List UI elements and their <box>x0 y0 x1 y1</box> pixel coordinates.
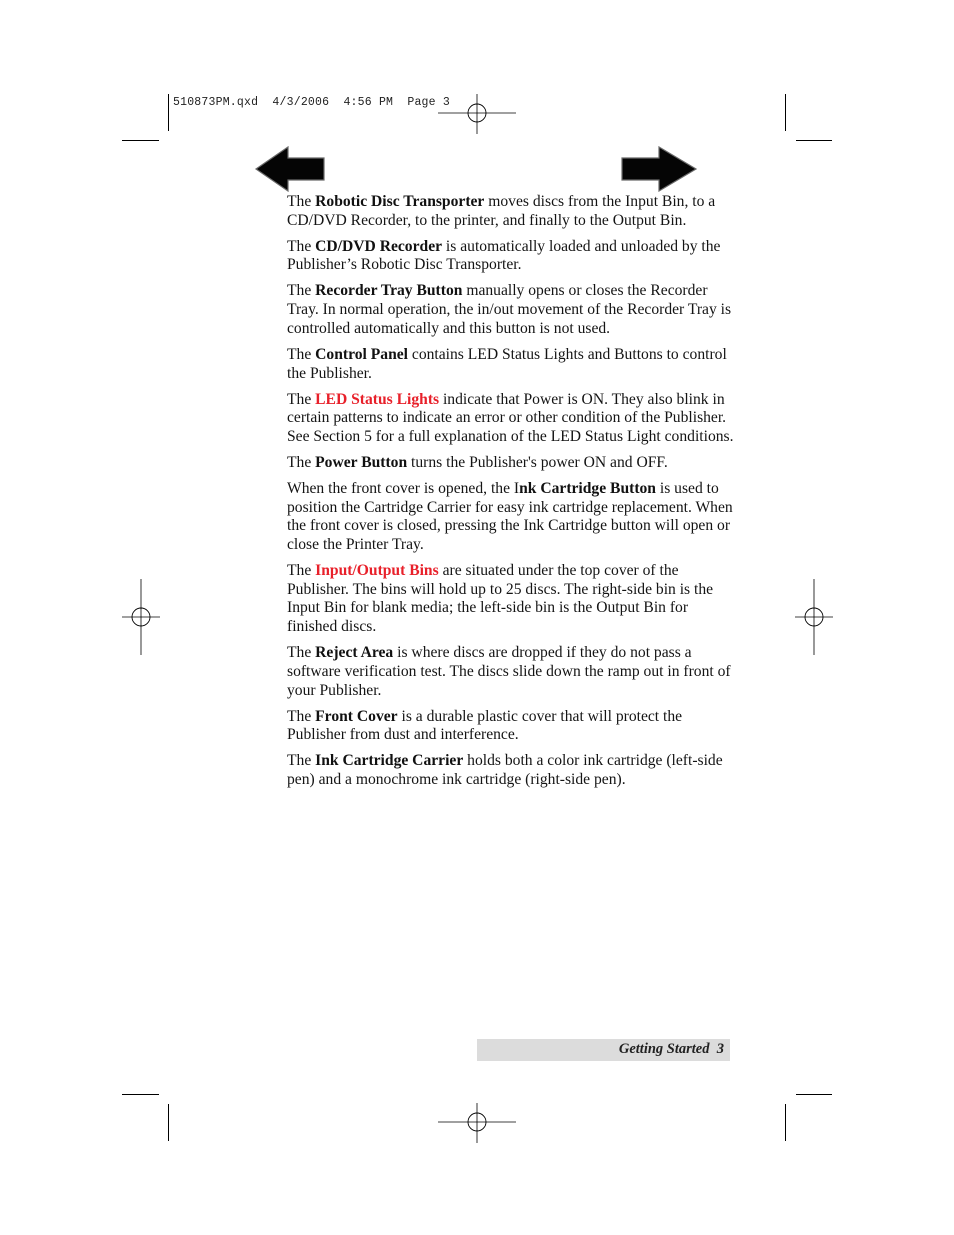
paragraph-text: The <box>287 644 316 662</box>
bold-term: Front Cover <box>315 707 398 725</box>
paragraph-text: is a durable plastic cover that will protect the Publisher from dust and interference. <box>287 707 683 744</box>
footer-page-number: 3 <box>716 1041 724 1057</box>
paragraph-text: manually opens or closes the Recorder Tray. In normal operation, the in/out movement of the Recorder Tray is controlled automatically and this button is not used. <box>287 282 732 337</box>
paragraph <box>287 238 739 275</box>
crop-mark-bottom-right-vertical <box>785 1104 786 1141</box>
print-slug <box>173 96 450 109</box>
body-text <box>287 193 739 797</box>
paragraph <box>287 644 739 700</box>
slug-page: Page 3 <box>407 96 450 109</box>
crop-mark-top-left-horizontal <box>122 140 159 141</box>
paragraph-text: is used to position the Cartridge Carrier for easy ink cartridge replacement. When the front cover is closed, pressing the Ink Cartridge button will open or close the Printer Tray. <box>287 479 733 554</box>
paragraph <box>287 193 739 230</box>
bold-term: Control Panel <box>315 345 408 363</box>
bold-term: Recorder Tray Button <box>315 282 463 300</box>
paragraph-text: The <box>287 237 316 255</box>
bold-term: Power Button <box>315 453 408 471</box>
crop-mark-bottom-left-vertical <box>168 1104 169 1141</box>
registration-mark-top <box>438 94 516 134</box>
crop-mark-bottom-right-horizontal <box>796 1094 832 1095</box>
bold-term: Reject Area <box>315 644 394 662</box>
running-footer <box>619 1041 724 1058</box>
paragraph-text: The <box>287 193 316 210</box>
paragraph-text: The <box>287 390 316 408</box>
footer-section-title: Getting Started <box>618 1041 710 1057</box>
slug-file: 510873PM.qxd <box>173 96 259 109</box>
registration-mark-right <box>795 579 833 655</box>
registration-mark-left <box>122 579 160 655</box>
crop-mark-top-right-horizontal <box>796 140 832 141</box>
slug-time: 4:56 PM <box>343 96 394 109</box>
crop-mark-top-right-vertical <box>785 94 786 131</box>
paragraph-text: indicate that Power is ON. They also blink in certain patterns to indicate an error or other condition of the Publisher. See Section 5 for a full explanation of the LED Status Light conditions. <box>287 390 734 445</box>
bold-term: Robotic Disc Transporter <box>315 193 485 210</box>
bold-term: nk Cartridge Button <box>519 479 656 497</box>
paragraph <box>287 480 739 555</box>
crop-mark-bottom-left-horizontal <box>122 1094 159 1095</box>
paragraph <box>287 562 739 637</box>
paragraph-text: contains LED Status Lights and Buttons to control the Publisher. <box>287 345 727 382</box>
paragraph <box>287 346 739 383</box>
bold-term: CD/DVD Recorder <box>315 237 443 255</box>
paragraph-text: is automatically loaded and unloaded by the Publisher’s Robotic Disc Transporter. <box>287 237 721 274</box>
paragraph <box>287 708 739 745</box>
highlighted-term: LED Status Lights <box>315 390 440 408</box>
paragraph <box>287 282 739 338</box>
paragraph-text: are situated under the top cover of the Publisher. The bins will hold up to 25 discs. The right-side bin is the Input Bin for blank media; the left-side bin is the Output Bin for finished discs. <box>287 562 714 636</box>
arrow-left-icon[interactable] <box>253 146 327 192</box>
crop-mark-top-left-vertical <box>168 94 169 131</box>
bold-term: Ink Cartridge Carrier <box>315 752 464 770</box>
paragraph-text: The <box>287 752 316 770</box>
paragraph <box>287 391 739 447</box>
paragraph-text: moves discs from the Input Bin, to a CD/DVD Recorder, to the printer, and finally to the Output Bin. <box>287 193 716 229</box>
paragraph-text: The <box>287 707 316 725</box>
highlighted-term: Input/Output Bins <box>315 562 439 580</box>
paragraph <box>287 454 739 473</box>
footer-band <box>477 1039 730 1061</box>
paragraph-text: When the front cover is opened, the I <box>287 479 520 497</box>
paragraph-text: The <box>287 453 316 471</box>
slug-date: 4/3/2006 <box>272 96 330 109</box>
arrow-right-icon[interactable] <box>620 146 698 192</box>
paragraph-text: The <box>287 345 316 363</box>
paragraph-text: The <box>287 282 316 300</box>
registration-mark-bottom <box>438 1103 516 1143</box>
paragraph <box>287 752 739 789</box>
paragraph-text: turns the Publisher's power ON and OFF. <box>407 453 668 471</box>
paragraph-text: holds both a color ink cartridge (left-side pen) and a monochrome ink cartridge (right-side pen). <box>287 752 723 788</box>
paragraph-text: is where discs are dropped if they do not pass a software verification test. The discs slide down the ramp out in front of your Publisher. <box>287 644 731 699</box>
paragraph-text: The <box>287 562 316 580</box>
